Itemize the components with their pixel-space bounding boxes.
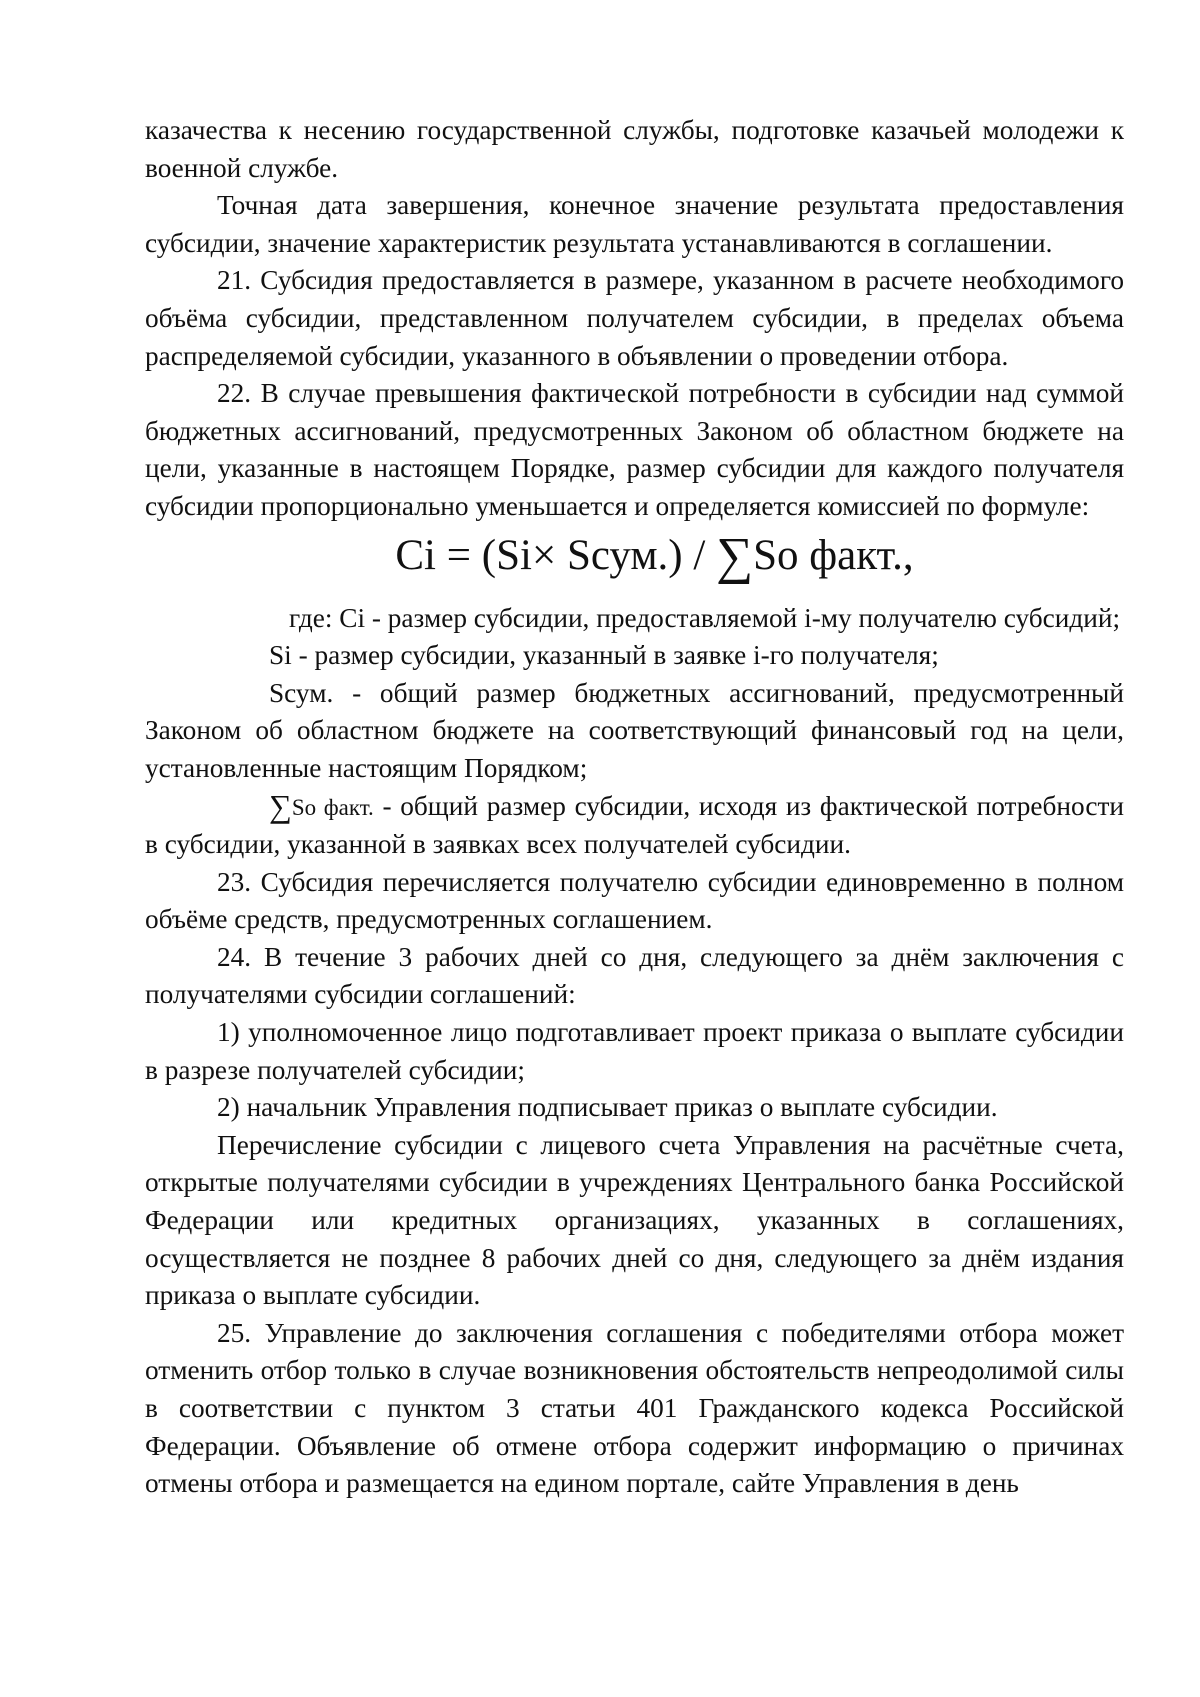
formula-lhs: Ci = (Si bbox=[395, 531, 532, 579]
definition-ssum: Sсум. - общий размер бюджетных ассигнований, предусмотренный Законом об областном бюджете на соответствующий финансовый год на цели, установленные настоящим Порядком; bbox=[145, 677, 1124, 783]
definition-so-fact bbox=[145, 788, 1124, 864]
definition-ci: где: Ci - размер субсидии, предоставляемой i-му получателю субсидий; bbox=[289, 602, 1121, 633]
paragraph-21: 21. Субсидия предоставляется в размере, указанном в расчете необходимого объёма субсидии, представленном получателем субсидии, в пределах объема распределяемой субсидии, указанного в объявлении о проведении отбора. bbox=[145, 265, 1124, 371]
sigma-icon: ∑ bbox=[269, 787, 292, 824]
paragraph-24-item-2: 2) начальник Управления подписывает приказ о выплате субсидии. bbox=[217, 1092, 998, 1123]
formula-rhs: So факт., bbox=[753, 531, 914, 579]
paragraph-23: 23. Субсидия перечисляется получателю субсидии единовременно в полном объёме средств, предусмотренных соглашением. bbox=[145, 866, 1124, 935]
sigma-icon: ∑ bbox=[716, 527, 754, 585]
paragraph-24-transfer: Перечисление субсидии с лицевого счета Управления на расчётные счета, открытые получателями субсидии в учреждениях Центрального банка Российской Федерации или кредитных организациях, указанных в соглашениях, осуществляется не позднее 8 рабочих дней со дня, следующего за днём издания приказа о выплате субсидии. bbox=[145, 1129, 1124, 1311]
formula-ssum: Sсум.) / bbox=[556, 531, 717, 579]
paragraph-result-date: Точная дата завершения, конечное значение результата предоставления субсидии, значение характеристик результата устанавливаются в соглашении. bbox=[145, 190, 1124, 258]
formula-times-sign: × bbox=[531, 531, 557, 579]
paragraph-24-item-1: 1) уполномоченное лицо подготавливает проект приказа о выплате субсидии в разрезе получателей субсидии; bbox=[145, 1017, 1124, 1085]
paragraph-22: 22. В случае превышения фактической потребности в субсидии над суммой бюджетных ассигнований, предусмотренных Законом об областном бюджете на цели, указанные в настоящем Порядке, размер субсидии для каждого получателя субсидии пропорционально уменьшается и определяется комиссией по формуле: bbox=[145, 378, 1124, 521]
paragraph-intro-continuation: казачества к несению государственной службы, подготовке казачьей молодежи к военной службе. bbox=[145, 115, 1124, 183]
document-page bbox=[145, 112, 1124, 1503]
definition-si: Si - размер субсидии, указанный в заявке i-го получателя; bbox=[269, 640, 939, 671]
so-fact-label: So факт. bbox=[291, 794, 374, 820]
so-fact-definition: - общий размер субсидии, исходя из фактической потребности в субсидии, указанной в заявках всех получателей субсидии. bbox=[145, 790, 1124, 860]
paragraph-24: 24. В течение 3 рабочих дней со дня, следующего за днём заключения с получателями субсидии соглашений: bbox=[145, 941, 1124, 1010]
subsidy-formula bbox=[145, 526, 1124, 600]
paragraph-25: 25. Управление до заключения соглашения с победителями отбора может отменить отбор только в случае возникновения обстоятельств непреодолимой силы в соответствии с пунктом 3 статьи 401 Гражданского кодекса Российской Федерации. Объявление об отмене отбора содержит информацию о причинах отмены отбора и размещается на едином портале, сайте Управления в день bbox=[145, 1317, 1124, 1499]
